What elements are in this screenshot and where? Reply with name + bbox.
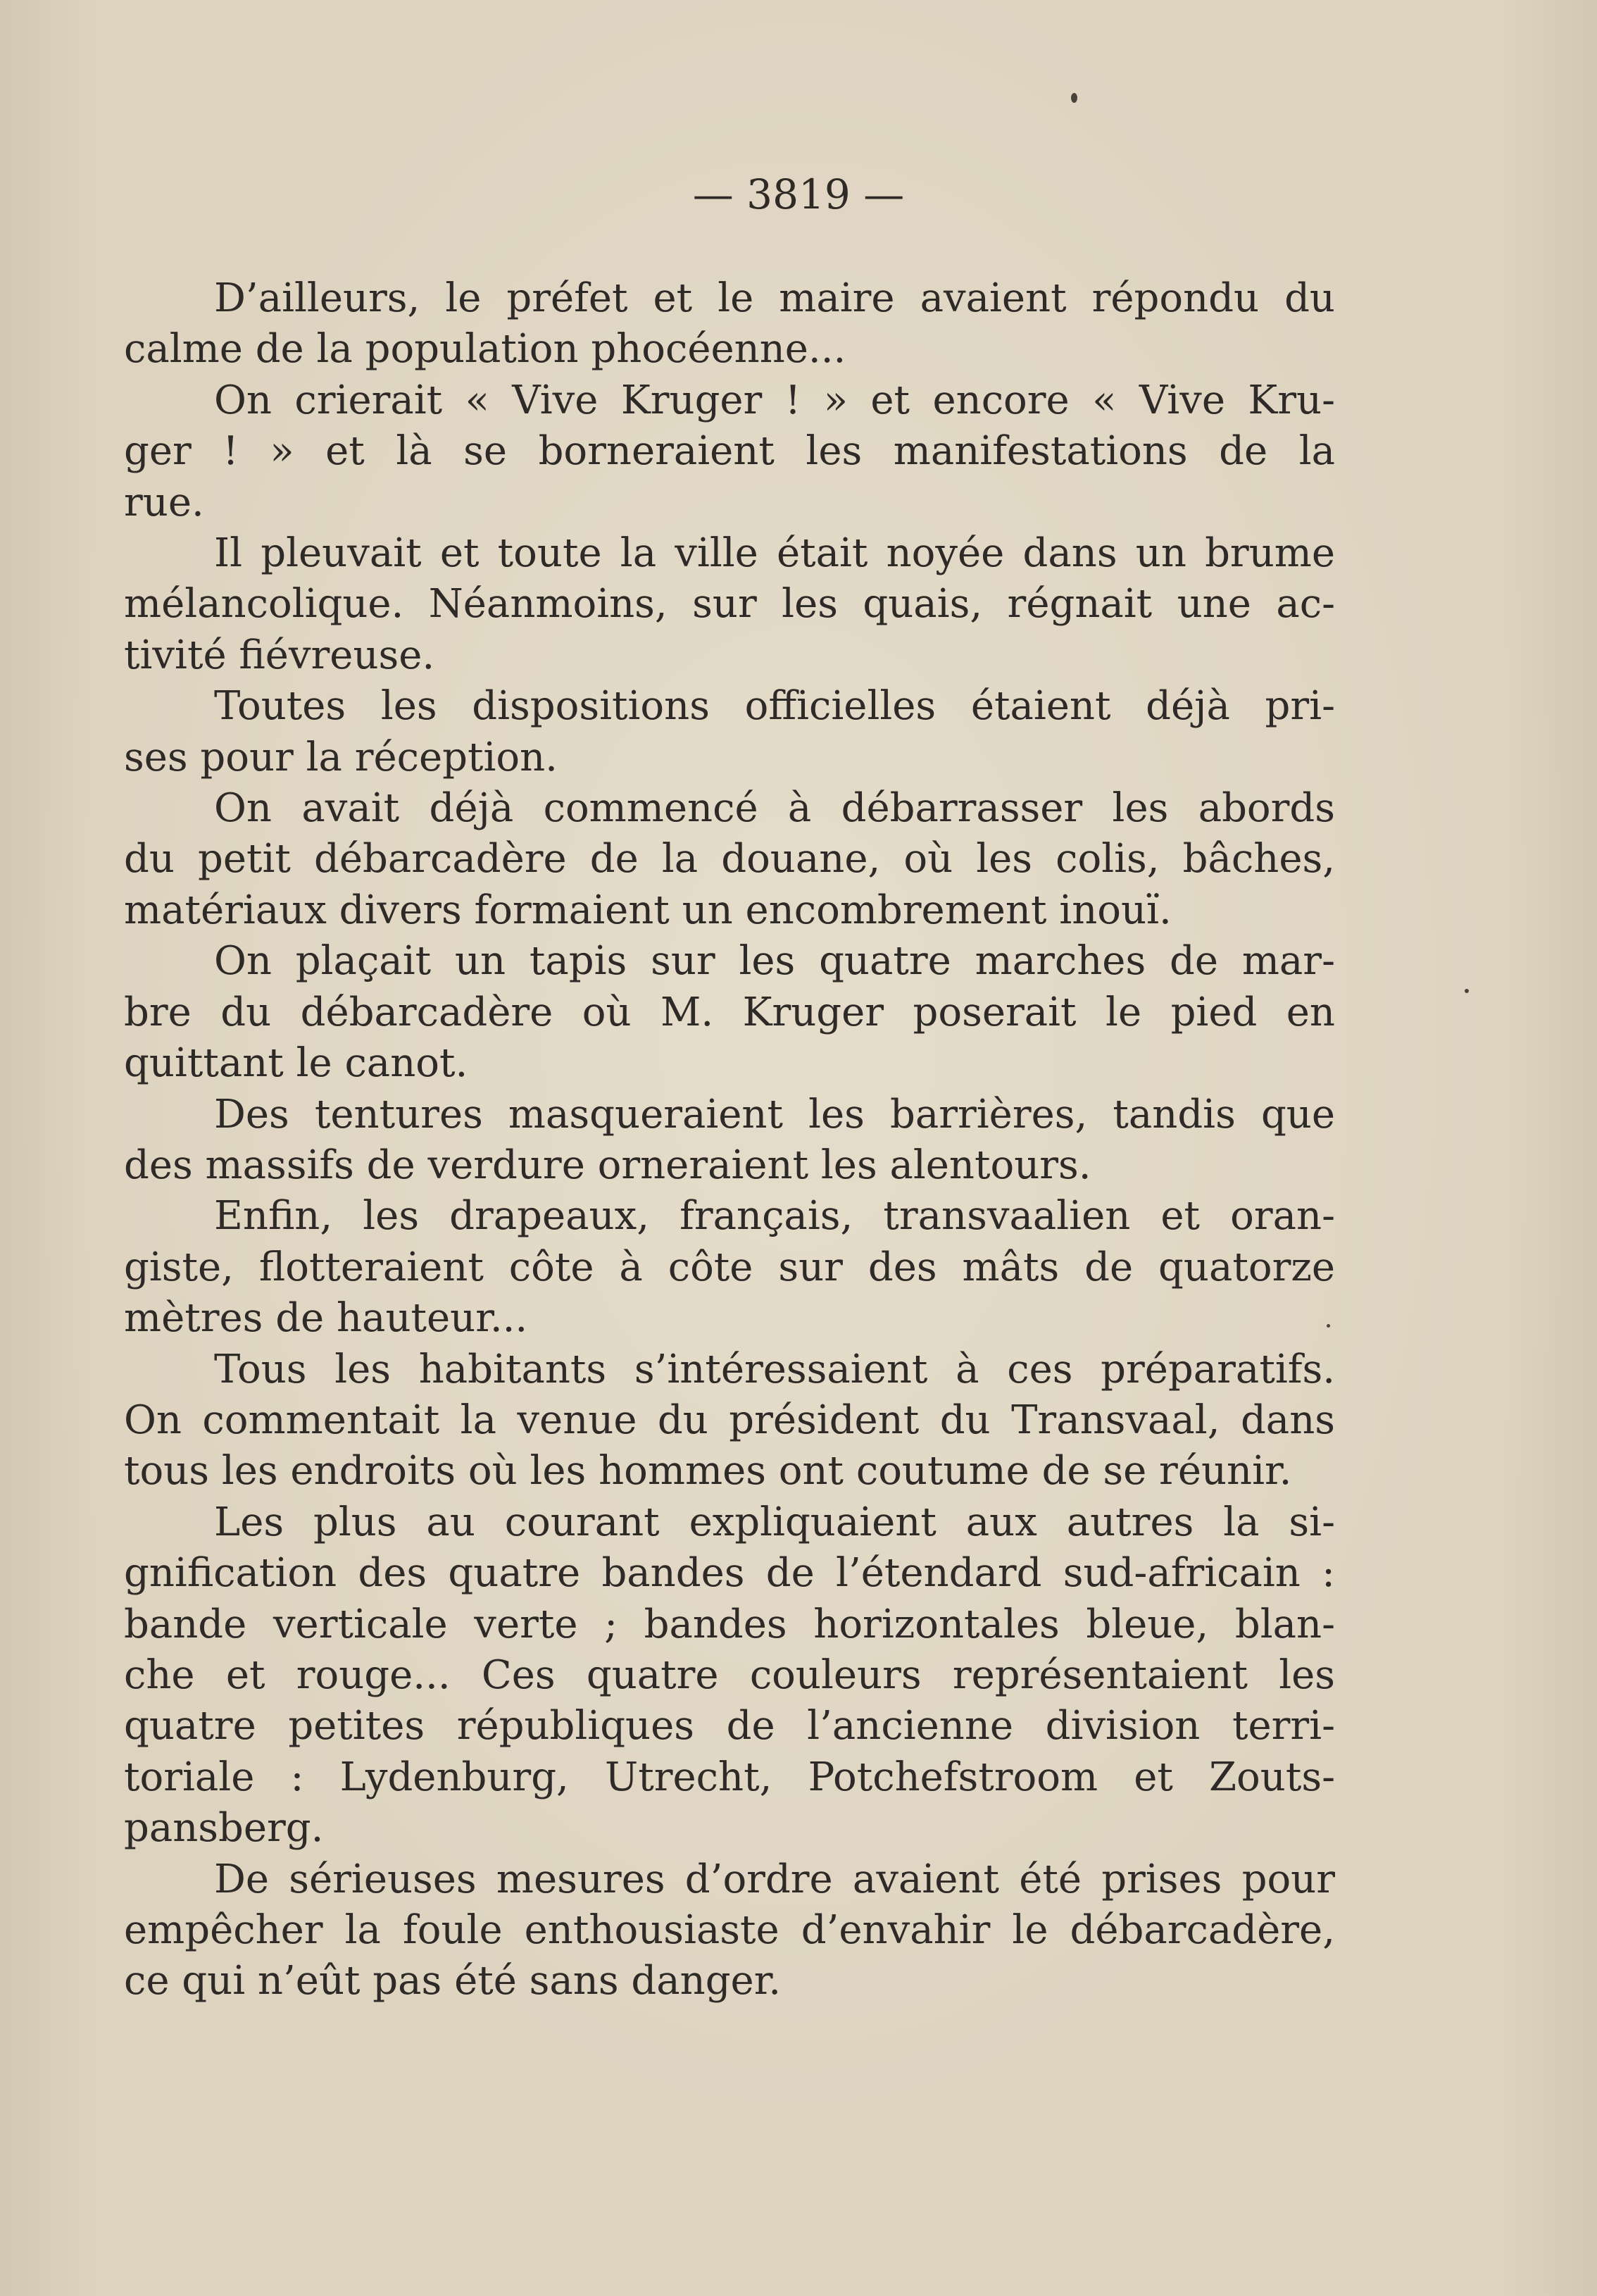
body-text xyxy=(124,273,1335,2007)
text-line: mélancolique. Néanmoins, sur les quais, régnait une ac- xyxy=(124,581,1335,628)
paragraph xyxy=(124,783,1335,936)
text-line: toriale : Lydenburg, Utrecht, Potchefstroom et Zouts- xyxy=(124,1754,1335,1800)
paragraph xyxy=(124,273,1335,375)
page-number: — 3819 — xyxy=(692,170,905,218)
text-line: mètres de hauteur... xyxy=(124,1295,528,1342)
paragraph xyxy=(124,1497,1335,1854)
paragraph xyxy=(124,375,1335,528)
text-line: tivité fiévreuse. xyxy=(124,632,435,678)
text-line: rue. xyxy=(124,479,204,525)
text-line: On crierait « Vive Kruger ! » et encore « Vive Kru- xyxy=(214,377,1335,423)
text-line: ce qui n’eût pas été sans danger. xyxy=(124,1958,782,2004)
ink-speck xyxy=(1465,989,1469,993)
paragraph xyxy=(124,1191,1335,1344)
text-line: Les plus au courant expliquaient aux autres la si- xyxy=(214,1499,1335,1545)
text-line: quatre petites républiques de l’ancienne division terri- xyxy=(124,1703,1335,1749)
paragraph xyxy=(124,1854,1335,2007)
paragraph xyxy=(124,1090,1335,1192)
text-line: On commentait la venue du président du Transvaal, dans xyxy=(124,1397,1335,1443)
text-line: Toutes les dispositions officielles étaient déjà pri- xyxy=(214,683,1335,730)
text-line: giste, flotteraient côte à côte sur des mâts de quatorze xyxy=(124,1244,1335,1290)
text-line: des massifs de verdure orneraient les alentours. xyxy=(124,1142,1091,1188)
text-line: empêcher la foule enthousiaste d’envahir le débarcadère, xyxy=(124,1907,1335,1953)
text-line: De sérieuses mesures d’ordre avaient été prises pour xyxy=(214,1856,1335,1902)
text-line: On avait déjà commencé à débarrasser les abords xyxy=(214,785,1335,832)
text-line: tous les endroits où les hommes ont coutume de se réunir. xyxy=(124,1448,1292,1495)
paragraph xyxy=(124,1344,1335,1497)
text-line: bre du débarcadère où M. Kruger poserait le pied en xyxy=(124,989,1335,1035)
paragraph xyxy=(124,936,1335,1089)
text-line: calme de la population phocéenne... xyxy=(124,326,846,373)
text-line: pansberg. xyxy=(124,1805,324,1852)
text-line: Il pleuvait et toute la ville était noyée dans un brume xyxy=(214,530,1335,577)
text-line: ses pour la réception. xyxy=(124,734,558,780)
ink-speck xyxy=(1071,93,1077,103)
text-line: gnification des quatre bandes de l’étendard sud-africain : xyxy=(124,1550,1335,1597)
text-line: D’ailleurs, le préfet et le maire avaient répondu du xyxy=(214,275,1335,321)
text-line: quittant le canot. xyxy=(124,1040,468,1087)
text-line: Enfin, les drapeaux, français, transvaalien et oran- xyxy=(214,1193,1335,1240)
text-line: Des tentures masqueraient les barrières, tandis que xyxy=(214,1091,1335,1137)
text-line: bande verticale verte ; bandes horizontales bleue, blan- xyxy=(124,1601,1335,1647)
paragraph xyxy=(124,681,1335,783)
paragraph xyxy=(124,528,1335,681)
text-line: du petit débarcadère de la douane, où les colis, bâches, xyxy=(124,836,1335,882)
text-line: che et rouge... Ces quatre couleurs représentaient les xyxy=(124,1652,1335,1698)
text-line: ger ! » et là se borneraient les manifestations de la xyxy=(124,428,1335,475)
text-line: matériaux divers formaient un encombrement inouï. xyxy=(124,887,1172,933)
text-line: On plaçait un tapis sur les quatre marches de mar- xyxy=(214,938,1335,985)
text-line: Tous les habitants s’intéressaient à ces préparatifs. xyxy=(214,1346,1335,1392)
